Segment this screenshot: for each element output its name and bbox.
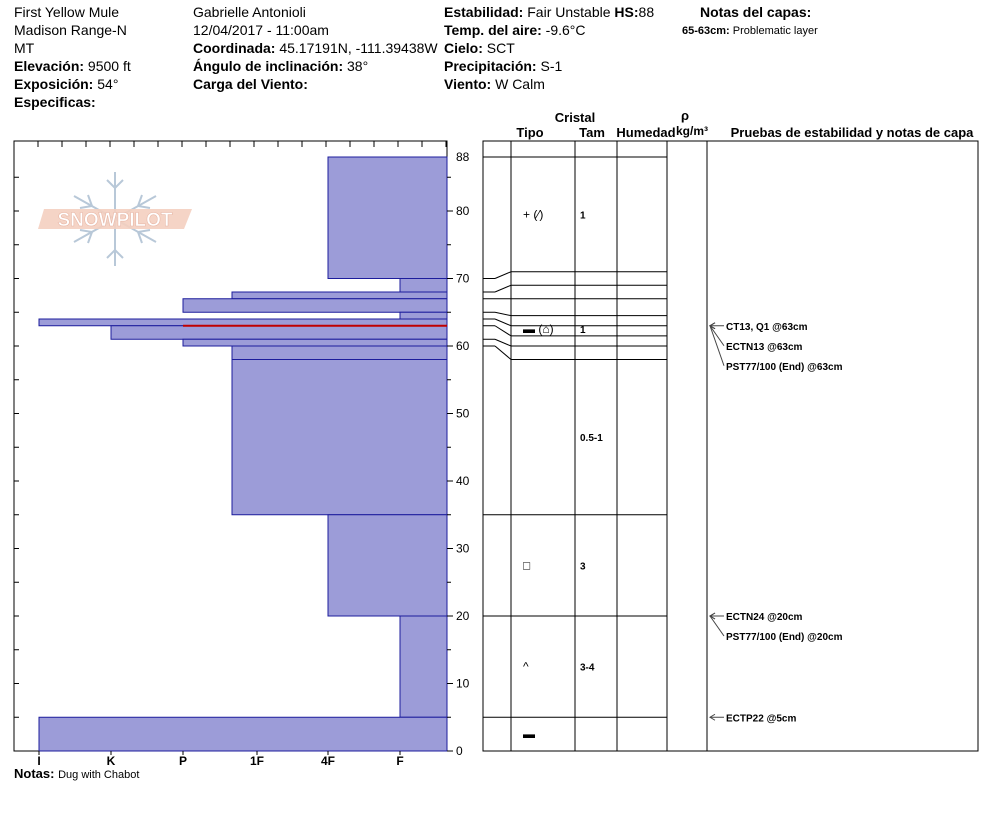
hardness-tick-label: 1F	[249, 754, 265, 768]
test-label: ECTP22 @5cm	[726, 713, 797, 725]
col-header-humedad: Humedad	[616, 125, 676, 140]
test-label: ECTN13 @63cm	[726, 341, 803, 353]
col-header-cristal: Cristal	[554, 110, 596, 125]
hardness-bar	[232, 360, 447, 515]
depth-axis	[447, 150, 470, 758]
wind-value: W Calm	[495, 76, 545, 92]
airtemp-value: -9.6°C	[545, 22, 586, 38]
notes-label: Notas:	[14, 766, 55, 781]
hardness-bar	[183, 299, 447, 313]
notes-value: Dug with Chabot	[58, 769, 140, 781]
crystal-type: ▬	[523, 727, 535, 742]
hardness-bar	[400, 312, 447, 319]
specifics-label: Especificas:	[14, 94, 96, 110]
crystal-type: + (⁄)	[523, 207, 544, 222]
hardness-bars	[39, 157, 447, 751]
location-name: First Yellow Mule	[14, 4, 120, 20]
test-label: CT13, Q1 @63cm	[726, 321, 808, 333]
test-arrow	[710, 616, 724, 636]
depth-tick-label: 60	[456, 339, 470, 353]
depth-connector	[495, 339, 511, 346]
hardness-tick-label: 4F	[320, 754, 336, 768]
depth-tick-label: 40	[456, 474, 470, 488]
test-label: PST77/100 (End) @20cm	[726, 632, 843, 643]
airtemp-label: Temp. del aire:	[444, 22, 542, 38]
hardness-bar	[328, 157, 447, 279]
hardness-bar	[111, 326, 447, 340]
layer-table-frame	[483, 141, 978, 751]
crystal-type: ▬ (⌂)	[523, 322, 554, 337]
precip-value: S-1	[540, 58, 563, 74]
depth-connector	[495, 346, 511, 360]
range-name: Madison Range-N	[14, 22, 127, 38]
precip-label: Precipitación:	[444, 58, 537, 74]
hardness-bar	[232, 292, 447, 299]
observation-datetime: 12/04/2017 - 11:00am	[193, 22, 329, 38]
test-label: PST77/100 (End) @63cm	[726, 361, 843, 373]
stability-label: Estabilidad:	[444, 4, 524, 20]
depth-tick-label: 20	[456, 609, 470, 623]
layer-note-range: 65-63cm:	[682, 25, 730, 37]
hardness-bar	[39, 319, 447, 326]
hardness-bar	[232, 346, 447, 360]
wind-load-label: Carga del Viento:	[193, 76, 308, 92]
coordinate-value: 45.17191N, -111.39438W	[279, 40, 438, 56]
state-name: MT	[14, 40, 35, 56]
exposure-value: 54°	[97, 76, 119, 92]
slope-value: 38°	[347, 58, 369, 74]
hardness-tick-label: P	[178, 754, 188, 768]
depth-tick-label: 80	[456, 204, 470, 218]
col-header-tests: Pruebas de estabilidad y notas de capa	[730, 125, 974, 140]
depth-connector	[495, 312, 511, 315]
crystal-size: 0.5-1	[580, 433, 603, 445]
col-header-tipo: Tipo	[516, 125, 544, 140]
hardness-bar	[183, 339, 447, 346]
sky-value: SCT	[486, 40, 515, 56]
stability-tests	[710, 322, 843, 725]
elevation-label: Elevación:	[14, 58, 85, 74]
hs-label: HS:	[614, 4, 639, 20]
crystal-type: □	[523, 558, 531, 573]
hardness-bar	[400, 279, 447, 293]
slope-label: Ángulo de inclinación:	[193, 58, 344, 74]
depth-tick-label: 70	[456, 271, 470, 286]
depth-connector	[495, 272, 511, 279]
coordinate-label: Coordinada:	[193, 40, 276, 56]
test-label: ECTN24 @20cm	[726, 612, 803, 623]
hs-value: 88	[638, 4, 655, 20]
crystal-size: 1	[580, 210, 586, 222]
crystal-size: 3	[580, 561, 586, 573]
depth-connector	[495, 326, 511, 336]
wind-label: Viento:	[444, 76, 492, 92]
crystal-type: ^	[523, 659, 529, 674]
depth-tick-label: 30	[456, 541, 470, 556]
logo-text: SNOWPILOT	[57, 210, 173, 231]
depth-connector	[495, 319, 511, 326]
hardness-tick-label: I	[37, 754, 41, 768]
depth-tick-label: 50	[456, 406, 470, 421]
test-arrow	[710, 326, 724, 366]
layer-note-text: Problematic layer	[732, 25, 818, 37]
sky-label: Cielo:	[444, 40, 483, 56]
depth-connector	[495, 285, 511, 292]
crystal-rows	[523, 207, 603, 741]
stability-value: Fair Unstable	[527, 4, 611, 20]
layer-notes-title: Notas del capas:	[700, 4, 812, 20]
hardness-bar	[328, 515, 447, 616]
hardness-bar	[39, 717, 447, 751]
hardness-bar	[400, 616, 447, 717]
exposure-label: Exposición:	[14, 76, 94, 92]
test-arrow	[710, 326, 724, 346]
crystal-size: 1	[580, 325, 586, 337]
observer-name: Gabrielle Antonioli	[193, 4, 306, 20]
col-header-tam: Tam	[579, 125, 605, 140]
depth-tick-label: 88	[456, 150, 470, 164]
depth-tick-label: 10	[456, 676, 470, 691]
crystal-size: 3-4	[580, 662, 595, 674]
depth-tick-label: 0	[456, 744, 463, 758]
hardness-tick-label: F	[396, 754, 404, 768]
footer-notes	[14, 766, 139, 781]
col-header-density-unit: kg/m³	[675, 124, 709, 138]
snowpilot-logo	[38, 172, 192, 266]
col-header-rho: ρ	[680, 108, 690, 123]
elevation-value: 9500 ft	[87, 58, 131, 74]
hardness-tick-label: K	[106, 754, 116, 768]
